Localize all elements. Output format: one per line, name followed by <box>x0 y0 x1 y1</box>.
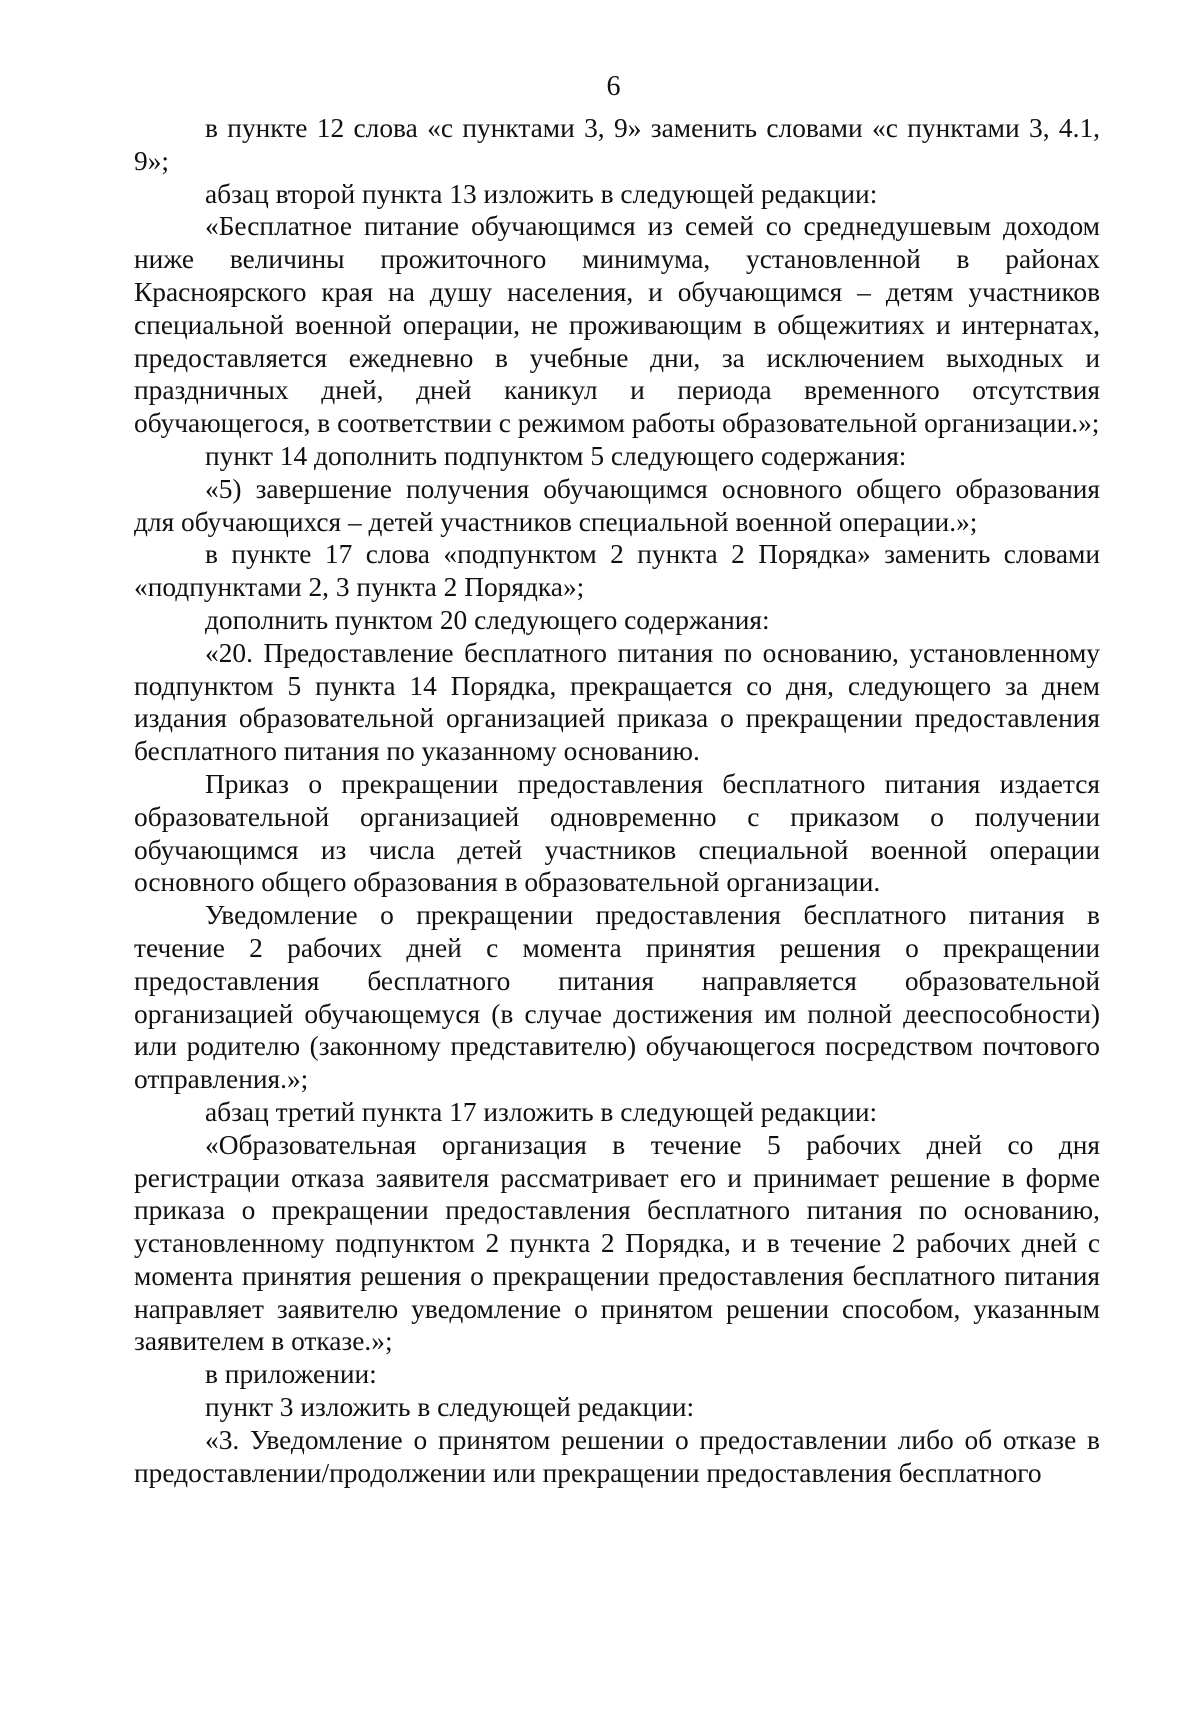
paragraph-15: «3. Уведомление о принятом решении о предоставлении либо об отказе в предоставлении/продолжении или прекращении предоставления бесплатного <box>134 1424 1100 1488</box>
paragraph-7: дополнить пунктом 20 следующего содержания: <box>205 604 770 635</box>
paragraph-13: в приложении: <box>205 1359 377 1390</box>
paragraph-4: пункт 14 дополнить подпунктом 5 следующего содержания: <box>205 440 907 471</box>
paragraph-1: в пункте 12 слова «с пунктами 3, 9» заменить словами «с пунктами 3, 4.1, 9»; <box>134 113 1100 176</box>
paragraph-9: Приказ о прекращении предоставления бесплатного питания издается образовательной организацией одновременно с приказом о получении обучающимся из числа детей участников специальной военной операции основного общего образования в образовательной организации. <box>134 768 1100 898</box>
paragraph-6: в пункте 17 слова «подпунктом 2 пункта 2 Порядка» заменить словами «подпунктами 2, 3 пункта 2 Порядка»; <box>134 539 1100 603</box>
paragraph-5: «5) завершение получения обучающимся основного общего образования для обучающихся – детей участников специальной военной операции.»; <box>134 473 1100 537</box>
paragraph-12: «Образовательная организация в течение 5 рабочих дней со дня регистрации отказа заявителя рассматривает его и принимает решение в форме приказа о прекращении предоставления бесплатного питания по основанию, установленному подпунктом 2 пункта 2 Порядка, и в течение 2 рабочих дней с момента принятия решения о прекращении предоставления бесплатного питания направляет заявителю уведомление о принятом решении способом, указанным заявителем в отказе.»; <box>134 1129 1100 1357</box>
paragraph-3: «Бесплатное питание обучающимся из семей со среднедушевым доходом ниже величины прожиточного минимума, установленной в районах Красноярского края на душу населения, и обучающимся – детям участников специальной военной операции, не проживающим в общежитиях и интернатах, предоставляется ежедневно в учебные дни, за исключением выходных и праздничных дней, дней каникул и периода временного отсутствия обучающегося, в соответствии с режимом работы образовательной организации.»; <box>134 211 1100 439</box>
document-body <box>134 112 1100 1489</box>
paragraph-14: пункт 3 изложить в следующей редакции: <box>205 1392 695 1423</box>
page-number: 6 <box>606 71 621 102</box>
paragraph-8: «20. Предоставление бесплатного питания по основанию, установленному подпунктом 5 пункта 14 Порядка, прекращается со дня, следующего за днем издания образовательной организацией приказа о прекращении предоставления бесплатного питания по указанному основанию. <box>134 637 1100 767</box>
paragraph-10: Уведомление о прекращении предоставления бесплатного питания в течение 2 рабочих дней с момента принятия решения о прекращении предоставления бесплатного питания направляется образовательной организацией обучающемуся (в случае достижения им полной дееспособности) или родителю (законному представителю) обучающегося посредством почтового отправления.»; <box>134 900 1100 1095</box>
paragraph-11: абзац третий пункта 17 изложить в следующей редакции: <box>205 1096 878 1127</box>
paragraph-2: абзац второй пункта 13 изложить в следующей редакции: <box>205 178 878 209</box>
